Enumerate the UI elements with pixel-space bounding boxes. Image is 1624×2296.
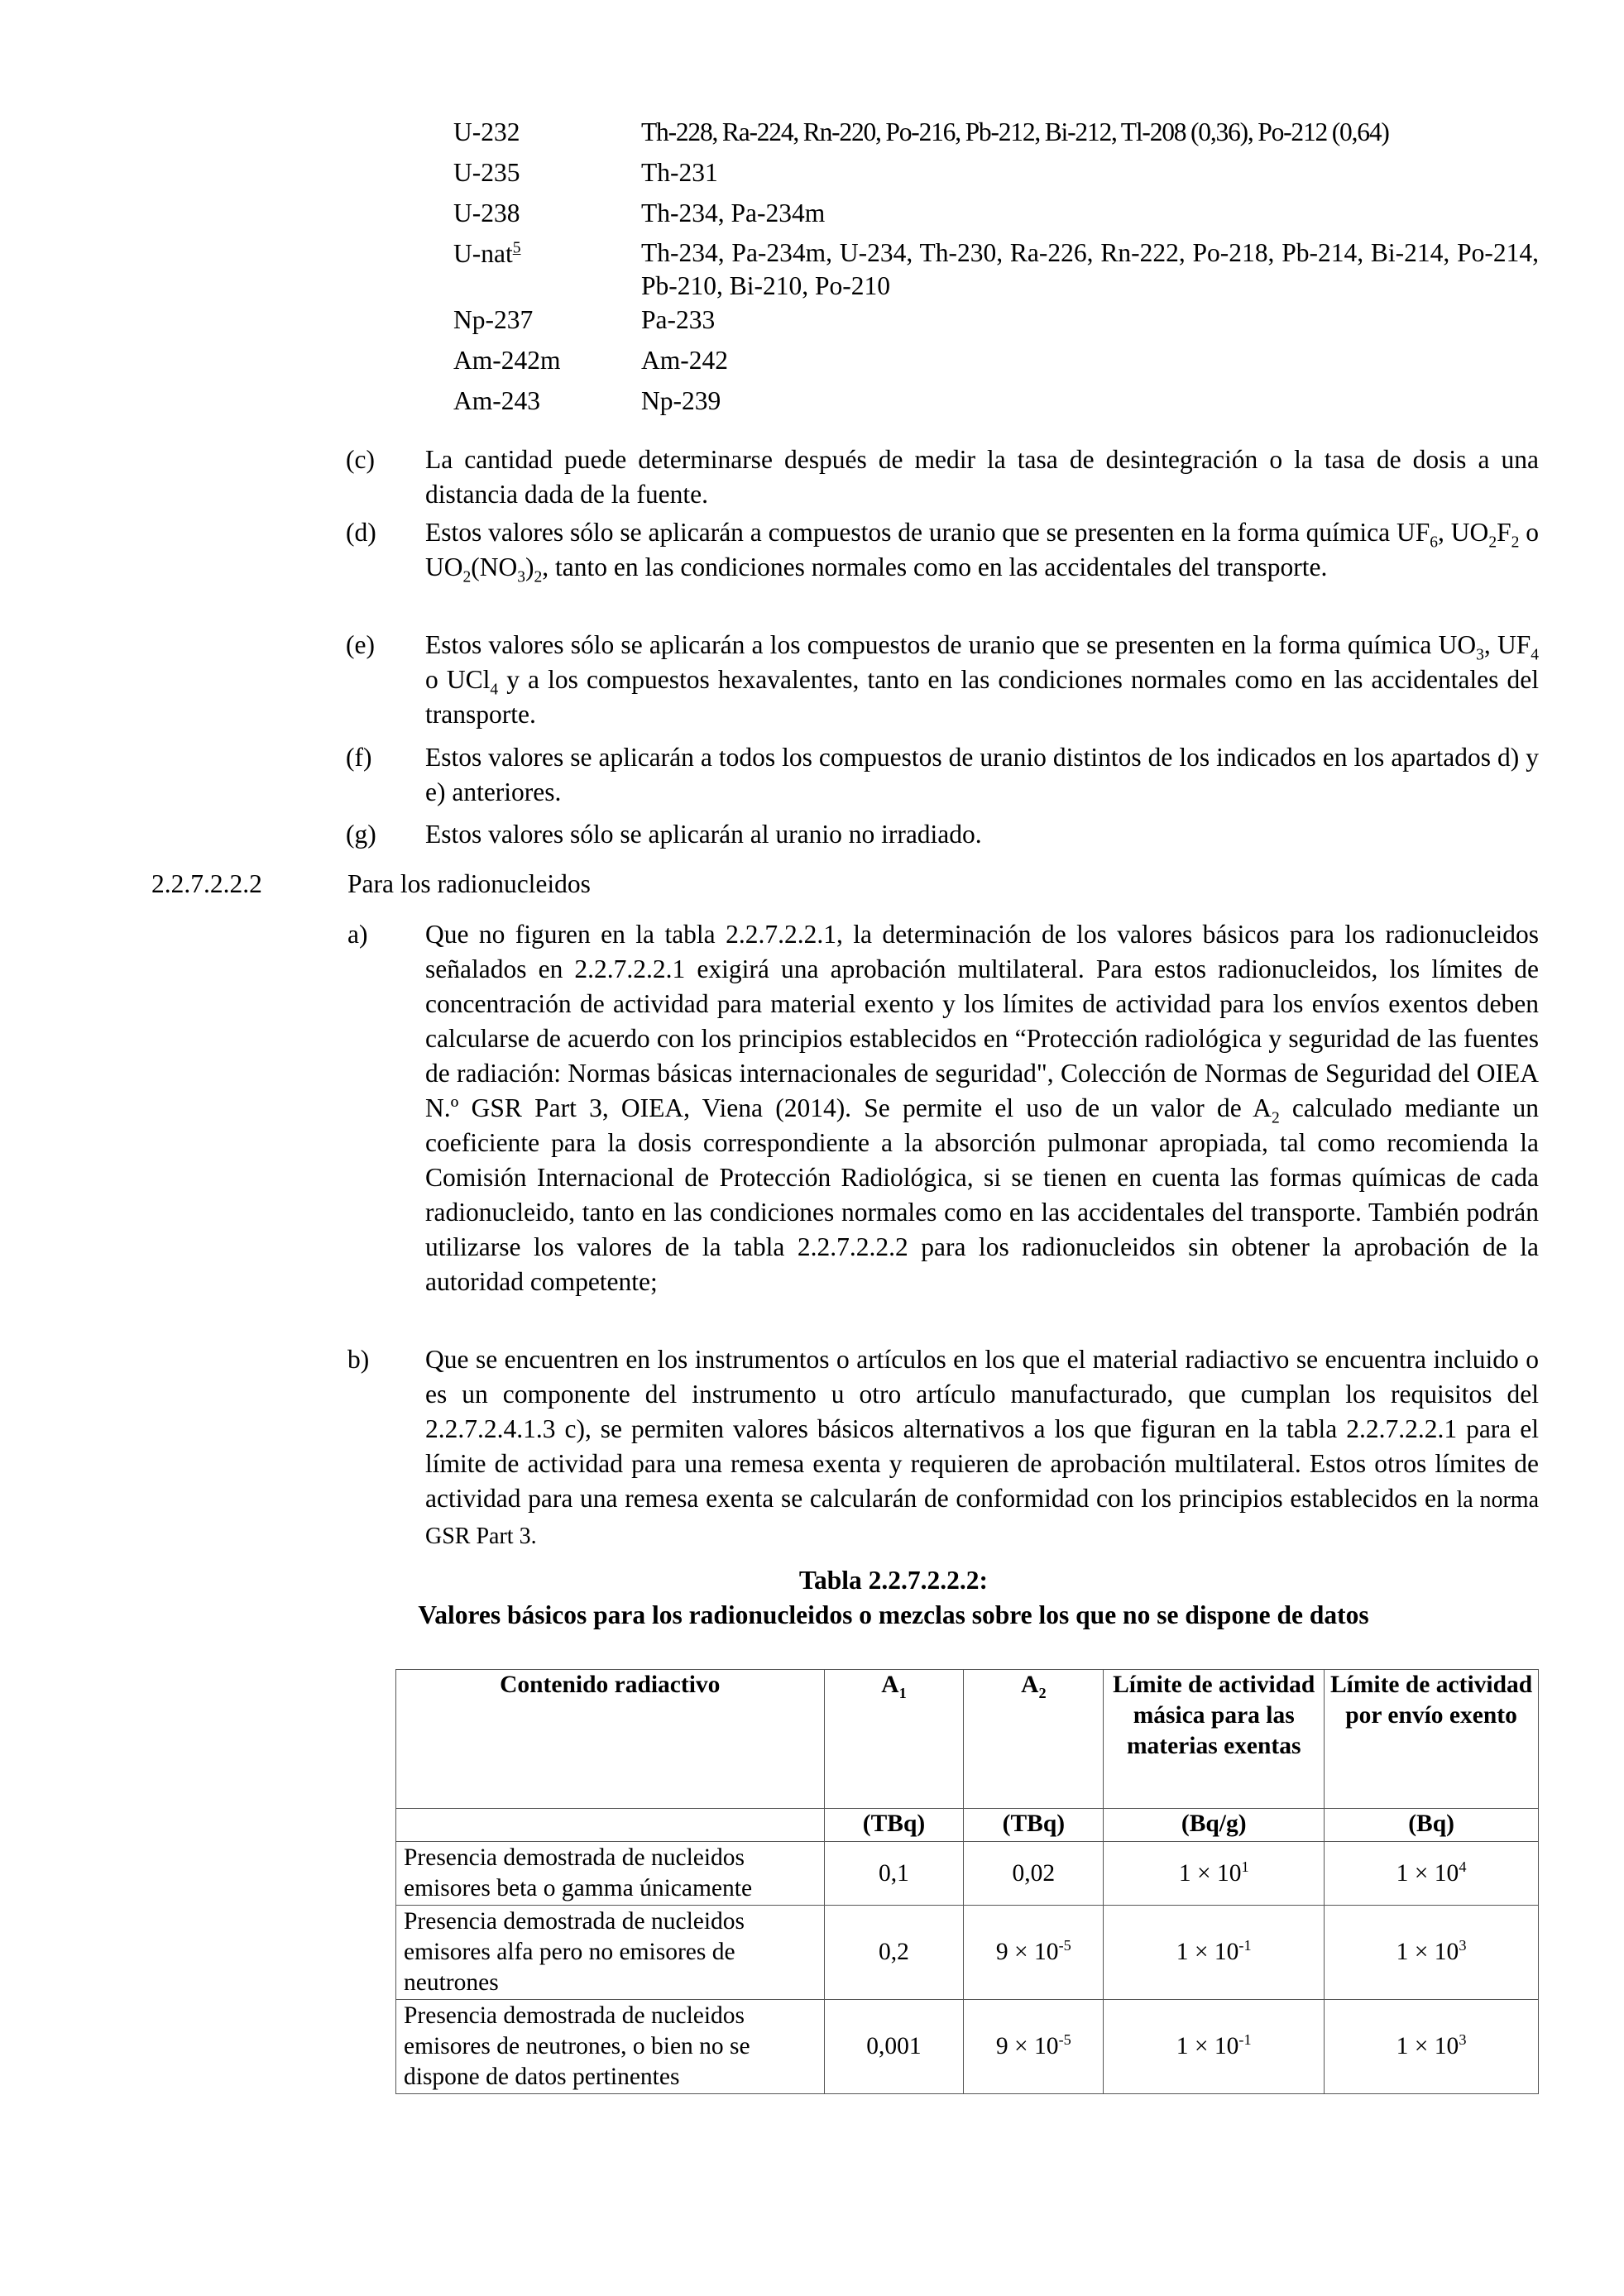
nuclide-daughters: Th-231: [641, 158, 718, 187]
table-row: [396, 1842, 1539, 1906]
nuclide-name-text: U-nat: [453, 239, 513, 268]
row-a2: 0,02: [964, 1842, 1104, 1906]
nuclide-daughters: Pa-233: [641, 305, 716, 334]
header-content: Contenido radiactivo: [396, 1670, 825, 1809]
note-label: (c): [346, 445, 375, 474]
note-text: Estos valores sólo se aplicarán al uranio no irradiado.: [425, 820, 982, 849]
section-heading: Para los radionucleidos: [347, 869, 591, 898]
row-content: Presencia demostrada de nucleidos emisores beta o gamma únicamente: [396, 1842, 825, 1906]
unit-a1: (TBq): [824, 1809, 964, 1842]
row-a2: $9 \times 10^{-5}$: [964, 1906, 1104, 2000]
header-a1: $A_1$: [824, 1670, 964, 1809]
nuclide-name: U-235: [453, 158, 520, 187]
item-label: a): [347, 920, 368, 949]
note-text: Estos valores sólo se aplicarán a los compuestos de uranio que se presenten en la forma química $UO_3$, $UF_4$ o UCl$_4$ y a los compuestos hexavalentes, tanto en las condiciones normales como en las accidentales del transporte.: [425, 630, 1540, 729]
nuclide-daughters: Th-234, Pa-234m, U-234, Th-230, Ra-226, Rn-222, Po-218, Pb-214, Bi-214, Po-214, Pb-210, Bi-210, Po-210: [641, 238, 1539, 300]
row-a2: $9 \times 10^{-5}$: [964, 2000, 1104, 2094]
nuclide-daughters: Th-228, Ra-224, Rn-220, Po-216, Pb-212, Bi-212, Tl-208 (0,36), Po-212 (0,64): [641, 117, 1389, 146]
unit-consignment-limit: (Bq): [1325, 1809, 1539, 1842]
item-text: Que se encuentren en los instrumentos o artículos en los que el material radiactivo se encuentra incluido o es un componente del instrumento u otro artículo manufacturado, que cumplan los requisitos del 2.2.7.2.4.1.3 c), se permiten valores básicos alternativos a los que figuran en la tabla 2.2.7.2.2.1 para el límite de actividad para una remesa exenta y requieren de aprobación multilateral. Estos otros límites de actividad para una remesa exenta se calcularán de conformidad con los principios establecidos en la norma GSR Part 3.: [425, 1345, 1539, 1549]
unit-mass-limit: (Bq/g): [1104, 1809, 1325, 1842]
unit-content: [396, 1809, 825, 1842]
note-label: (e): [346, 630, 375, 659]
row-mass-limit: $1 \times 10^{-1}$: [1104, 2000, 1325, 2094]
nuclide-name: Np-237: [453, 305, 534, 334]
section-number: 2.2.7.2.2.2: [151, 869, 262, 898]
note-text: Estos valores se aplicarán a todos los compuestos de uranio distintos de los indicados en los apartados d) y e) anteriores.: [425, 743, 1539, 806]
row-content: Presencia demostrada de nucleidos emisores alfa pero no emisores de neutrones: [396, 1906, 825, 2000]
table-row: [396, 2000, 1539, 2094]
row-mass-limit: $1 \times 10^{-1}$: [1104, 1906, 1325, 2000]
nuclide-name: [453, 237, 635, 271]
row-a1: 0,2: [824, 1906, 964, 2000]
note-text: La cantidad puede determinarse después de medir la tasa de desintegración o la tasa de dosis a una distancia dada de la fuente.: [425, 445, 1539, 509]
note-label: (d): [346, 518, 376, 547]
nuclide-daughters: Am-242: [641, 346, 728, 375]
row-consignment-limit: $1 \times 10^4$: [1325, 1842, 1539, 1906]
table-units-row: [396, 1809, 1539, 1842]
basic-values-table: [395, 1669, 1539, 2094]
table-row: [396, 1906, 1539, 2000]
note-label: (g): [346, 820, 376, 849]
nuclide-name: U-232: [453, 117, 520, 146]
row-content: Presencia demostrada de nucleidos emisores de neutrones, o bien no se dispone de datos pertinentes: [396, 2000, 825, 2094]
header-consignment-limit: Límite de actividad por envío exento: [1325, 1670, 1539, 1809]
row-a1: 0,001: [824, 2000, 964, 2094]
item-label: b): [347, 1345, 370, 1374]
table-header-row: [396, 1670, 1539, 1809]
footnote-ref[interactable]: 5: [512, 239, 521, 257]
item-text: Que no figuren en la tabla 2.2.7.2.2.1, la determinación de los valores básicos para los radionucleidos señalados en 2.2.7.2.2.1 exigirá una aprobación multilateral. Para estos radionucleidos, los límites de concentración de actividad para material exento y los límites de actividad para los envíos exentos deben calcularse de acuerdo con los principios establecidos en “Protección radiológica y seguridad de las fuentes de radiación: Normas básicas internacionales de seguridad", Colección de Normas de Seguridad del OIEA N.º GSR Part 3, OIEA, Viena (2014). Se permite el uso de un valor de $A_2$ calculado mediante un coeficiente para la dosis correspondiente a la absorción pulmonar apropiada, tal como recomienda la Comisión Internacional de Protección Radiológica, si se tienen en cuenta las formas químicas de cada radionucleido, tanto en las condiciones normales como en las accidentales del transporte. También podrán utilizarse los valores de la tabla 2.2.7.2.2.2 para los radionucleidos sin obtener la aprobación de la autoridad competente;: [425, 920, 1539, 1296]
header-a2: $A_2$: [964, 1670, 1104, 1809]
row-consignment-limit: $1 \times 10^3$: [1325, 2000, 1539, 2094]
note-label: (f): [346, 743, 372, 772]
row-a1: 0,1: [824, 1842, 964, 1906]
nuclide-name: Am-242m: [453, 346, 561, 375]
row-consignment-limit: $1 \times 10^3$: [1325, 1906, 1539, 2000]
nuclide-daughters: Th-234, Pa-234m: [641, 199, 826, 227]
table-caption-title: Tabla 2.2.7.2.2.2:: [798, 1566, 989, 1595]
nuclide-name: Am-243: [453, 386, 540, 415]
nuclide-daughters: Np-239: [641, 386, 721, 415]
unit-a2: (TBq): [964, 1809, 1104, 1842]
table-caption-subtitle: Valores básicos para los radionucleidos o mezclas sobre los que no se dispone de datos: [418, 1600, 1369, 1629]
header-mass-limit: Límite de actividad másica para las materias exentas: [1104, 1670, 1325, 1809]
nuclide-name: U-238: [453, 199, 520, 227]
row-mass-limit: $1 \times 10^1$: [1104, 1842, 1325, 1906]
note-text: Estos valores sólo se aplicarán a compuestos de uranio que se presenten en la forma química $UF_6$, $UO_2F_2$ o $UO_2(NO_3)_2$, tanto en las condiciones normales como en las accidentales del transporte.: [425, 518, 1540, 586]
